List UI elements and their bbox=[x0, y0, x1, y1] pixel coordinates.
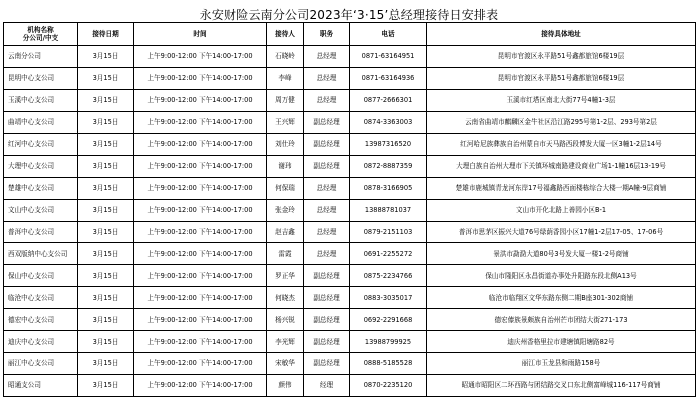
cell-org: 玉溪中心支公司 bbox=[4, 89, 78, 111]
cell-phone: 13987316520 bbox=[350, 133, 427, 155]
cell-date: 3月15日 bbox=[78, 67, 134, 89]
cell-receiver: 石晓岭 bbox=[267, 46, 304, 68]
cell-position: 副总经理 bbox=[304, 133, 350, 155]
cell-time: 上午9:00-12:00 下午14:00-17:00 bbox=[134, 177, 267, 199]
cell-address: 迪庆州香格里拉市建塘镇阳塘路82号 bbox=[427, 331, 696, 353]
cell-time: 上午9:00-12:00 下午14:00-17:00 bbox=[134, 133, 267, 155]
cell-receiver: 谢玮 bbox=[267, 155, 304, 177]
table-row bbox=[4, 89, 696, 111]
cell-position: 副总经理 bbox=[304, 309, 350, 331]
cell-address: 大理白族自治州大理市下关镇环城南路建设商业广场1-1幢16层13-19号 bbox=[427, 155, 696, 177]
cell-address: 昭通市昭阳区二环西路与团结路交叉口东北侧富峰城116-117号商铺 bbox=[427, 375, 696, 397]
cell-phone: 0878-3166905 bbox=[350, 177, 427, 199]
cell-date: 3月15日 bbox=[78, 331, 134, 353]
cell-address: 普洱市思茅区振兴大道76号绿荫香园小区17幢1-2层17-05、17-06号 bbox=[427, 221, 696, 243]
cell-time: 上午9:00-12:00 下午14:00-17:00 bbox=[134, 243, 267, 265]
table-row bbox=[4, 221, 696, 243]
cell-position: 副总经理 bbox=[304, 287, 350, 309]
cell-receiver: 罗正华 bbox=[267, 265, 304, 287]
table-row bbox=[4, 199, 696, 221]
table-row bbox=[4, 243, 696, 265]
cell-address: 临沧市临翔区文华东路东侧二期B座301-302商铺 bbox=[427, 287, 696, 309]
cell-time: 上午9:00-12:00 下午14:00-17:00 bbox=[134, 199, 267, 221]
cell-date: 3月15日 bbox=[78, 89, 134, 111]
table-row bbox=[4, 46, 696, 68]
cell-position: 总经理 bbox=[304, 67, 350, 89]
table-row bbox=[4, 265, 696, 287]
cell-address: 丽江市玉龙县和雨路158号 bbox=[427, 353, 696, 375]
cell-address: 昆明市官渡区永平路51号鑫都旅馆6楼19层 bbox=[427, 46, 696, 68]
cell-phone: 0877-2666301 bbox=[350, 89, 427, 111]
cell-org: 昭通支公司 bbox=[4, 375, 78, 397]
cell-time: 上午9:00-12:00 下午14:00-17:00 bbox=[134, 89, 267, 111]
cell-phone: 0871-63164951 bbox=[350, 46, 427, 68]
cell-time: 上午9:00-12:00 下午14:00-17:00 bbox=[134, 331, 267, 353]
cell-time: 上午9:00-12:00 下午14:00-17:00 bbox=[134, 67, 267, 89]
cell-phone: 0883-3035017 bbox=[350, 287, 427, 309]
cell-receiver: 颜伟 bbox=[267, 375, 304, 397]
cell-phone: 0879-2151103 bbox=[350, 221, 427, 243]
cell-time: 上午9:00-12:00 下午14:00-17:00 bbox=[134, 155, 267, 177]
cell-date: 3月15日 bbox=[78, 199, 134, 221]
cell-date: 3月15日 bbox=[78, 46, 134, 68]
cell-date: 3月15日 bbox=[78, 287, 134, 309]
cell-org: 德宏中心支公司 bbox=[4, 309, 78, 331]
table-row bbox=[4, 309, 696, 331]
header-receiver: 接待人 bbox=[267, 23, 304, 46]
cell-receiver: 雷霞 bbox=[267, 243, 304, 265]
cell-position: 总经理 bbox=[304, 177, 350, 199]
cell-phone: 13988799925 bbox=[350, 331, 427, 353]
cell-org: 临沧中心支公司 bbox=[4, 287, 78, 309]
cell-receiver: 刘仕玲 bbox=[267, 133, 304, 155]
cell-org: 普洱中心支公司 bbox=[4, 221, 78, 243]
table-row bbox=[4, 287, 696, 309]
cell-time: 上午9:00-12:00 下午14:00-17:00 bbox=[134, 221, 267, 243]
cell-phone: 0692-2291668 bbox=[350, 309, 427, 331]
cell-time: 上午9:00-12:00 下午14:00-17:00 bbox=[134, 309, 267, 331]
cell-receiver: 李峰 bbox=[267, 67, 304, 89]
header-position: 职务 bbox=[304, 23, 350, 46]
cell-position: 总经理 bbox=[304, 243, 350, 265]
cell-org: 大理中心支公司 bbox=[4, 155, 78, 177]
cell-date: 3月15日 bbox=[78, 243, 134, 265]
cell-receiver: 李光辉 bbox=[267, 331, 304, 353]
cell-receiver: 何晓杰 bbox=[267, 287, 304, 309]
cell-phone: 0872-8887359 bbox=[350, 155, 427, 177]
cell-receiver: 赵吉鑫 bbox=[267, 221, 304, 243]
cell-receiver: 宋敏华 bbox=[267, 353, 304, 375]
cell-org: 云南分公司 bbox=[4, 46, 78, 68]
cell-address: 云南省曲靖市麒麟区金牛社区沿江路295号第1-2层、293号第2层 bbox=[427, 111, 696, 133]
cell-date: 3月15日 bbox=[78, 265, 134, 287]
cell-time: 上午9:00-12:00 下午14:00-17:00 bbox=[134, 353, 267, 375]
cell-date: 3月15日 bbox=[78, 111, 134, 133]
header-org-label: 机构名称 分公司/中支 bbox=[22, 25, 59, 42]
header-row bbox=[4, 23, 696, 46]
cell-date: 3月15日 bbox=[78, 353, 134, 375]
cell-date: 3月15日 bbox=[78, 375, 134, 397]
cell-phone: 0691-2255272 bbox=[350, 243, 427, 265]
cell-address: 昆明市官渡区永平路51号鑫都旅馆6楼19层 bbox=[427, 67, 696, 89]
cell-address: 楚雄市鹿城镇青龙河东岸17号福鑫路西面楼栋综合大楼一期A幢-9层商铺 bbox=[427, 177, 696, 199]
cell-org: 保山中心支公司 bbox=[4, 265, 78, 287]
cell-position: 副总经理 bbox=[304, 111, 350, 133]
cell-date: 3月15日 bbox=[78, 221, 134, 243]
cell-address: 保山市隆阳区永昌街道办事处升阳路东段北侧A13号 bbox=[427, 265, 696, 287]
cell-phone: 13888781037 bbox=[350, 199, 427, 221]
table-row bbox=[4, 155, 696, 177]
cell-position: 总经理 bbox=[304, 46, 350, 68]
header-address: 接待具体地址 bbox=[427, 23, 696, 46]
cell-receiver: 周万健 bbox=[267, 89, 304, 111]
cell-receiver: 何保瑞 bbox=[267, 177, 304, 199]
cell-address: 玉溪市红塔区南北大街77号4幢1-3层 bbox=[427, 89, 696, 111]
header-org bbox=[4, 23, 78, 46]
header-date: 接待日期 bbox=[78, 23, 134, 46]
cell-time: 上午9:00-12:00 下午14:00-17:00 bbox=[134, 265, 267, 287]
cell-date: 3月15日 bbox=[78, 309, 134, 331]
table-row bbox=[4, 375, 696, 397]
cell-address: 景洪市勐泐大道80号3号发大厦一楼1-2号商铺 bbox=[427, 243, 696, 265]
cell-position: 副总经理 bbox=[304, 265, 350, 287]
cell-position: 副总经理 bbox=[304, 155, 350, 177]
cell-date: 3月15日 bbox=[78, 133, 134, 155]
cell-time: 上午9:00-12:00 下午14:00-17:00 bbox=[134, 46, 267, 68]
cell-position: 副总经理 bbox=[304, 353, 350, 375]
cell-org: 红河中心支公司 bbox=[4, 133, 78, 155]
cell-address: 文山市开化北路上善园小区B-1 bbox=[427, 199, 696, 221]
table-row bbox=[4, 353, 696, 375]
cell-address: 德宏傣族景颇族自治州芒市团结大街271-173 bbox=[427, 309, 696, 331]
cell-org: 昆明中心支公司 bbox=[4, 67, 78, 89]
table-row bbox=[4, 133, 696, 155]
table-row bbox=[4, 177, 696, 199]
cell-phone: 0870-2235120 bbox=[350, 375, 427, 397]
cell-org: 文山中心支公司 bbox=[4, 199, 78, 221]
cell-position: 经理 bbox=[304, 375, 350, 397]
cell-phone: 0874-3363003 bbox=[350, 111, 427, 133]
cell-date: 3月15日 bbox=[78, 177, 134, 199]
cell-position: 副总经理 bbox=[304, 331, 350, 353]
schedule-table bbox=[3, 22, 696, 397]
cell-org: 西双版纳中心支公司 bbox=[4, 243, 78, 265]
cell-receiver: 王兴辉 bbox=[267, 111, 304, 133]
cell-position: 总经理 bbox=[304, 221, 350, 243]
cell-date: 3月15日 bbox=[78, 155, 134, 177]
header-phone: 电话 bbox=[350, 23, 427, 46]
cell-time: 上午9:00-12:00 下午14:00-17:00 bbox=[134, 111, 267, 133]
header-time: 时间 bbox=[134, 23, 267, 46]
cell-org: 楚雄中心支公司 bbox=[4, 177, 78, 199]
cell-phone: 0875-2234766 bbox=[350, 265, 427, 287]
cell-address: 红河哈尼族彝族自治州蒙自市天马路西段博发大厦一区3幢1-2层14号 bbox=[427, 133, 696, 155]
cell-phone: 0871-63164936 bbox=[350, 67, 427, 89]
cell-receiver: 杨兴锐 bbox=[267, 309, 304, 331]
table-row bbox=[4, 67, 696, 89]
cell-position: 总经理 bbox=[304, 199, 350, 221]
cell-position: 总经理 bbox=[304, 89, 350, 111]
table-row bbox=[4, 111, 696, 133]
page-title: 永安财险云南分公司2023年‘3·15’总经理接待日安排表 bbox=[199, 8, 499, 22]
table-row bbox=[4, 331, 696, 353]
cell-time: 上午9:00-12:00 下午14:00-17:00 bbox=[134, 375, 267, 397]
cell-time: 上午9:00-12:00 下午14:00-17:00 bbox=[134, 287, 267, 309]
cell-org: 丽江中心支公司 bbox=[4, 353, 78, 375]
cell-org: 迪庆中心支公司 bbox=[4, 331, 78, 353]
cell-phone: 0888-5185528 bbox=[350, 353, 427, 375]
cell-org: 曲靖中心支公司 bbox=[4, 111, 78, 133]
cell-receiver: 张金玲 bbox=[267, 199, 304, 221]
